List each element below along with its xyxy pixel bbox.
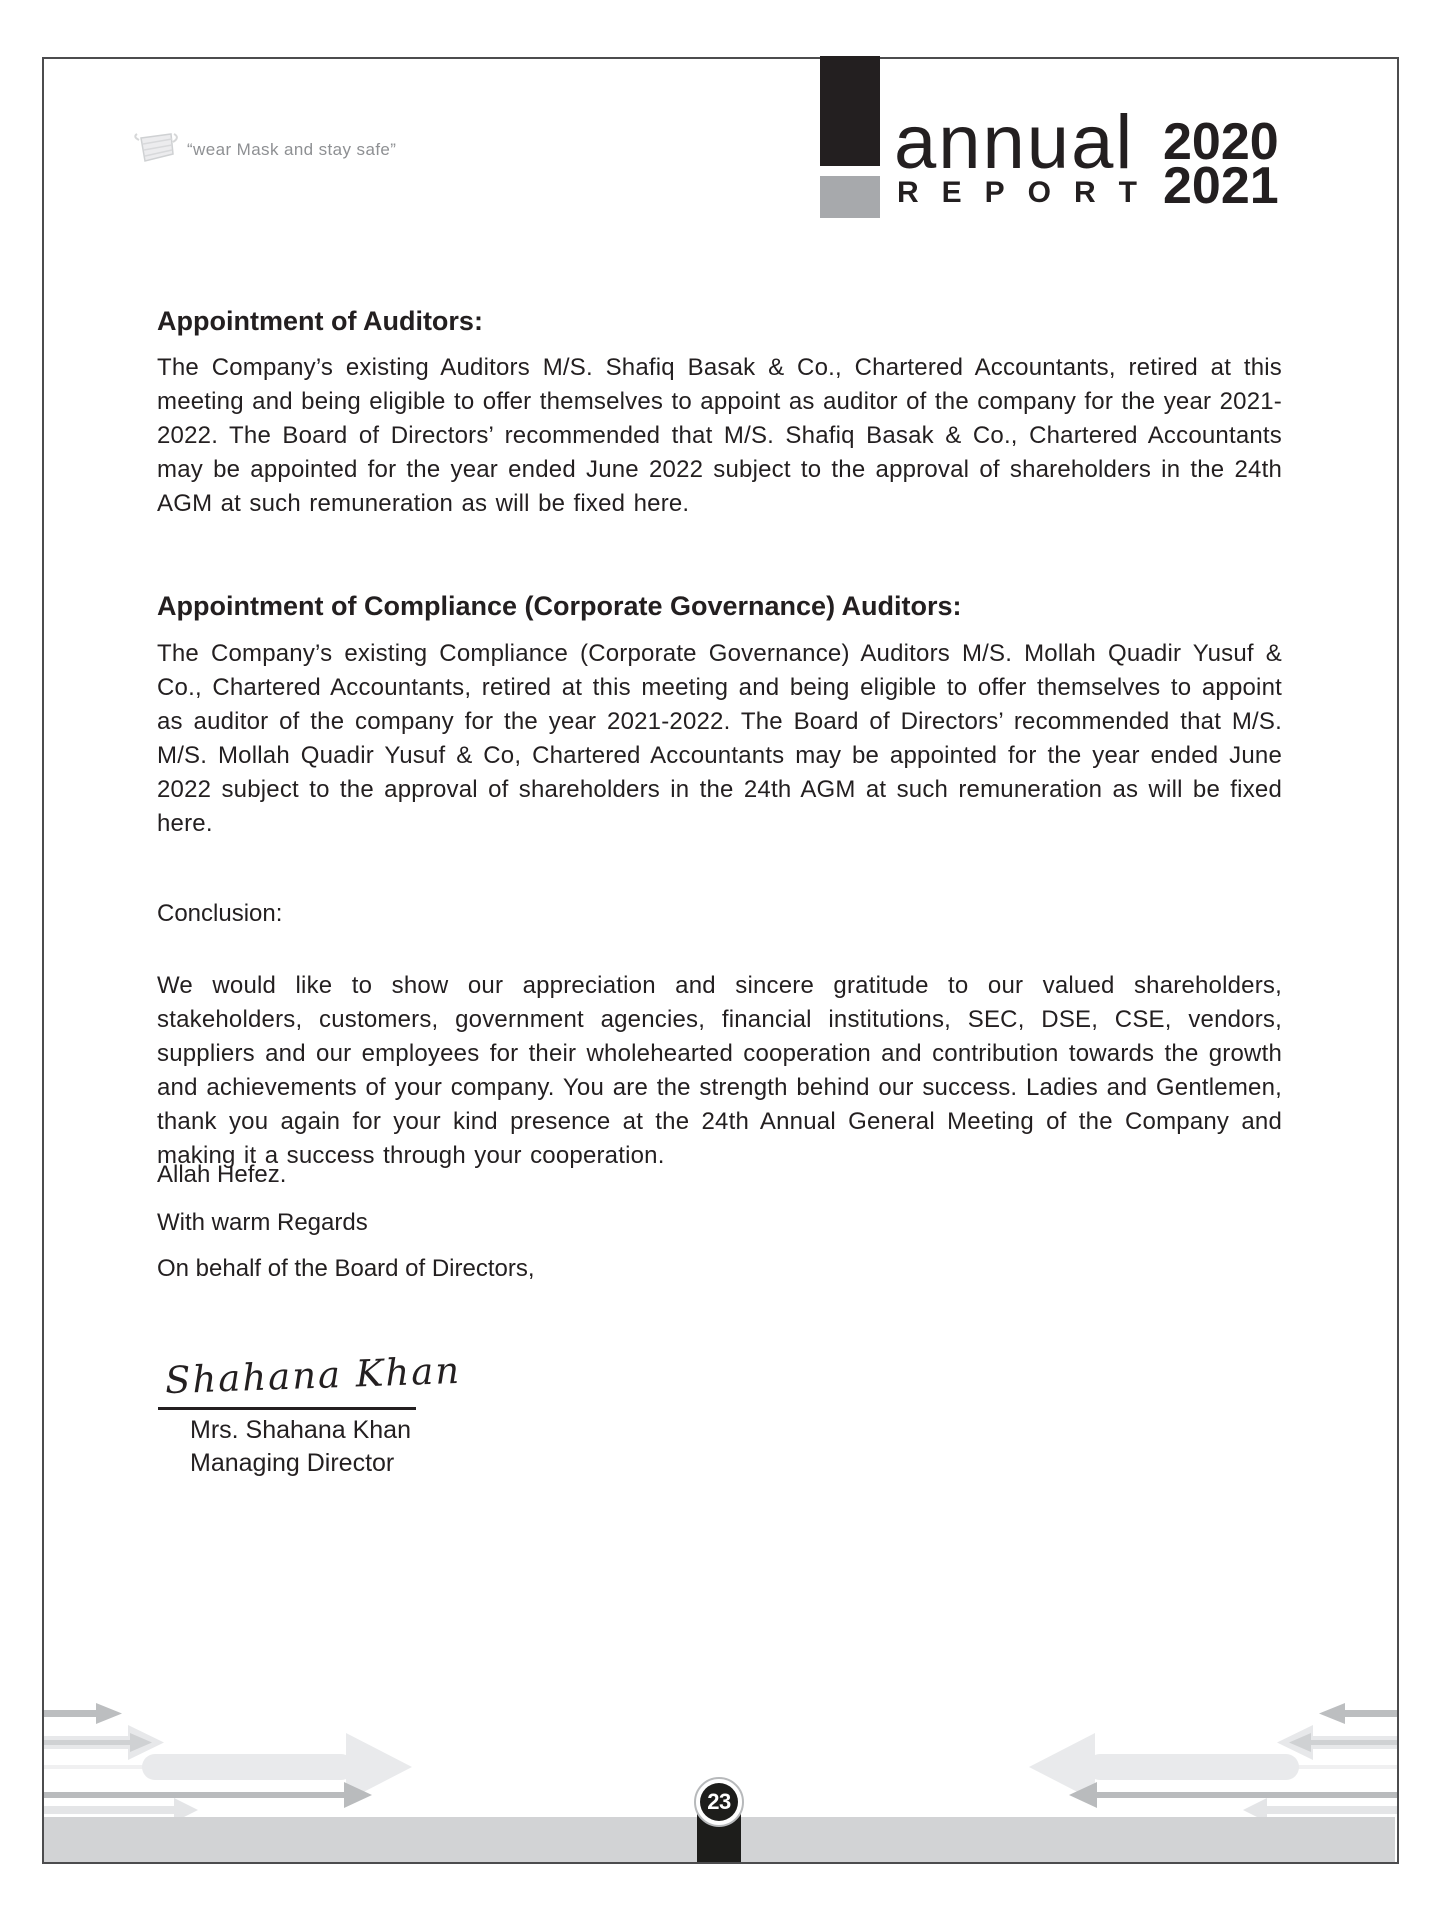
paragraph-auditors: The Company’s existing Auditors M/S. Shafiq Basak & Co., Chartered Accountants, retired at this meeting and being eligible to offer themselves to appoint as auditor of the company for the year 2021-2022. The Board of Directors’ recommended that M/S. Shafiq Basak & Co., Chartered Accountants may be appointed for the year ended June 2022 subject to the approval of shareholders in the 24th AGM at such remuneration as will be fixed here. bbox=[157, 354, 1282, 517]
heading-conclusion: Conclusion: bbox=[157, 900, 283, 927]
footer-arrows-right bbox=[977, 1698, 1397, 1824]
heading-compliance-auditors: Appointment of Compliance (Corporate Governance) Auditors: bbox=[157, 591, 962, 621]
page-number: 23 bbox=[700, 1783, 738, 1821]
signatory-title: Managing Director bbox=[190, 1449, 395, 1477]
signatory-name: Mrs. Shahana Khan bbox=[190, 1416, 411, 1444]
logo-years bbox=[1163, 113, 1279, 215]
closing-allah-hefez: Allah Hefez. bbox=[157, 1161, 287, 1188]
signature-rule bbox=[158, 1407, 416, 1410]
mask-quote-text: “wear Mask and stay safe” bbox=[187, 139, 397, 159]
logo-report-word: REPORT bbox=[897, 176, 1161, 209]
heading-appointment-of-auditors: Appointment of Auditors: bbox=[157, 306, 483, 336]
logo-annual-word: annual bbox=[894, 100, 1135, 185]
logo-year-top: 2020 bbox=[1163, 113, 1279, 171]
signature-handwriting: Shahana Khan bbox=[164, 1348, 462, 1403]
logo-year-bottom: 2021 bbox=[1163, 157, 1279, 215]
closing-warm-regards: With warm Regards bbox=[157, 1209, 368, 1236]
page-number-badge bbox=[694, 1777, 744, 1827]
closing-on-behalf: On behalf of the Board of Directors, bbox=[157, 1255, 535, 1282]
logo-gray-block bbox=[820, 176, 880, 218]
paragraph-conclusion: We would like to show our appreciation and sincere gratitude to our valued shareholders, stakeholders, customers, government agencies, financial institutions, SEC, DSE, CSE, vendors, suppliers and our employees for their wholehearted cooperation and contribution towards the growth and achievements of your company. You are the strength behind our success. Ladies and Gentlemen, thank you again for your kind presence at the 24th Annual General Meeting of the Company and making it a success through your cooperation. bbox=[157, 972, 1282, 1169]
face-mask-icon bbox=[133, 128, 179, 171]
mask-quote-block bbox=[133, 128, 396, 171]
paragraph-compliance-auditors: The Company’s existing Compliance (Corporate Governance) Auditors M/S. Mollah Quadir Yusuf & Co., Chartered Accountants, retired at this meeting and being eligible to offer themselves to appoint as auditor of the company for the year 2021-2022. The Board of Directors’ recommended that M/S. M/S. Mollah Quadir Yusuf & Co, Chartered Accountants may be appointed for the year ended June 2022 subject to the approval of shareholders in the 24th AGM at such remuneration as will be fixed here. bbox=[157, 640, 1282, 837]
logo-black-block bbox=[820, 56, 880, 166]
footer-arrows-left bbox=[44, 1698, 464, 1824]
